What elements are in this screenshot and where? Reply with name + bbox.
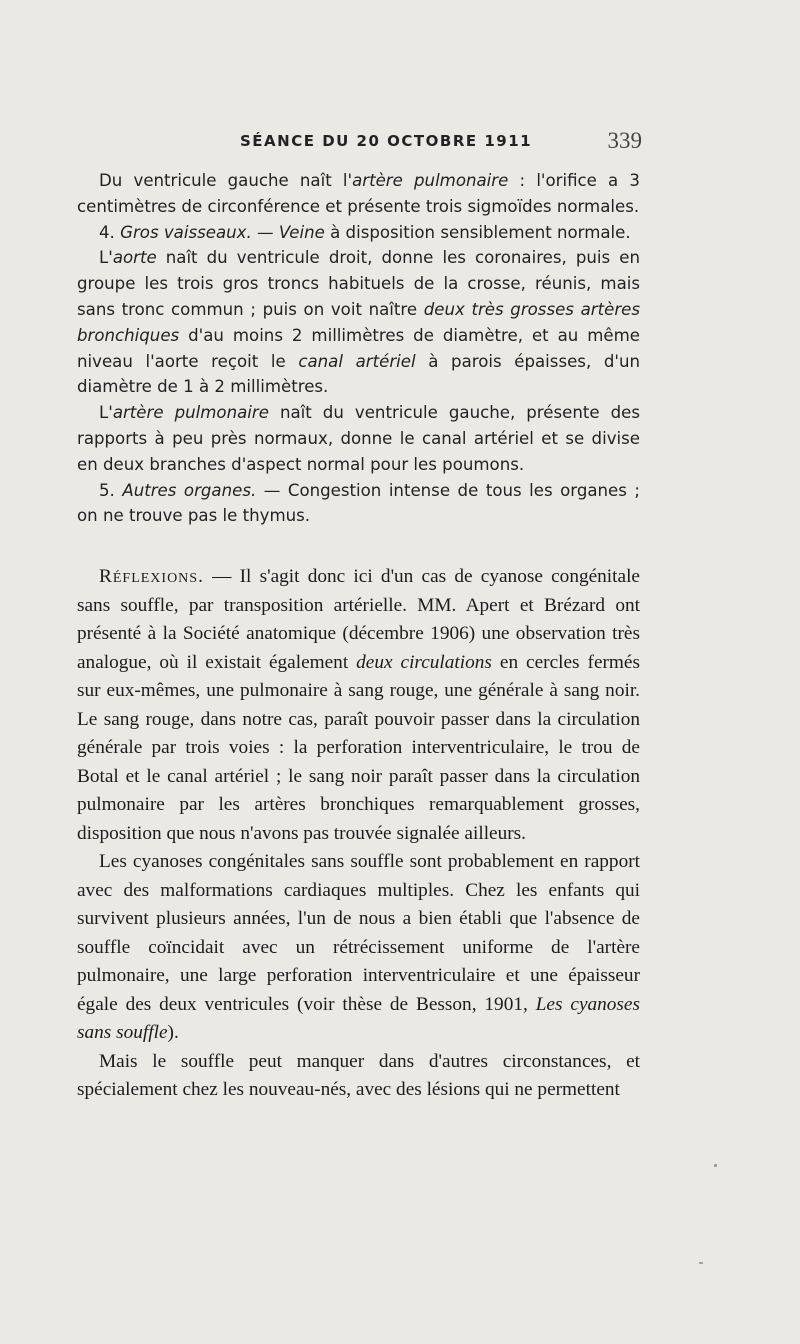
paragraph-aorte: L'aorte naît du ventricule droit, donne les coronaires, puis en groupe les trois gros troncs habituels de la crosse, réunis, mais sans tronc commun ; puis on voit naître deux très grosses artères bronchiques d'au moins 2 millimètres de diamètre, et au même niveau l'aorte reçoit le canal artériel à parois épaisses, d'un diamètre de 1 à 2 millimètres. (77, 248, 640, 397)
page-header (240, 130, 642, 156)
page-number: 339 (607, 128, 642, 153)
paragraph-origin-pulmonary: Du ventricule gauche naît l'artère pulmonaire : l'orifice a 3 centimètres de circonférence et présente trois sigmoïdes normales. (77, 171, 640, 216)
paper-speck (699, 1262, 703, 1264)
paragraph-gros-vaisseaux: 4. Gros vaisseaux. — Veine à disposition sensiblement normale. (99, 222, 631, 242)
paragraph-souffle: Mais le souffle peut manquer dans d'autres circonstances, et spécialement chez les nouveau-nés, avec des lésions qui ne permettent (77, 1050, 640, 1100)
paper-speck (714, 1164, 717, 1167)
paragraph-autres-organes: 5. Autres organes. — Congestion intense de tous les organes ; on ne trouve pas le thymus. (77, 480, 640, 526)
paragraph-reflexions: Réflexions. — Il s'agit donc ici d'un cas de cyanose congénitale sans souffle, par transposition artérielle. MM. Apert et Brézard ont présenté à la Société anatomique (décembre 1906) une observation très analogue, où il existait également deux circulations en cercles fermés sur eux-mêmes, une pulmonaire à sang rouge, une générale à sang noir. Le sang rouge, dans notre cas, paraît pouvoir passer dans la circulation générale par trois voies : la perforation interventriculaire, le trou de Botal et le canal artériel ; le sang noir paraît passer dans la circulation pulmonaire par les artères bronchiques remarquablement grosses, disposition que nous n'avons pas trouvée signalée ailleurs. (77, 566, 640, 844)
reflexions-label: Réflexions. (99, 566, 204, 587)
running-title: SÉANCE DU 20 OCTOBRE 1911 (240, 132, 533, 150)
observation-section (77, 168, 640, 529)
paragraph-cyanoses: Les cyanoses congénitales sans souffle sont probablement en rapport avec des malformations cardiaques multiples. Chez les enfants qui survivent plusieurs années, l'un de nous a bien établi que l'absence de souffle coïncidait avec un rétrécissement uniforme de l'artère pulmonaire, une large perforation interventriculaire et une épaisseur égale des deux ventricules (voir thèse de Besson, 1901, Les cyanoses sans souffle). (77, 851, 640, 1043)
discussion-section (77, 563, 640, 1105)
paragraph-artere-pulmonaire: L'artère pulmonaire naît du ventricule gauche, présente des rapports à peu près normaux, donne le canal artériel et se divise en deux branches d'aspect normal pour les poumons. (77, 403, 640, 474)
